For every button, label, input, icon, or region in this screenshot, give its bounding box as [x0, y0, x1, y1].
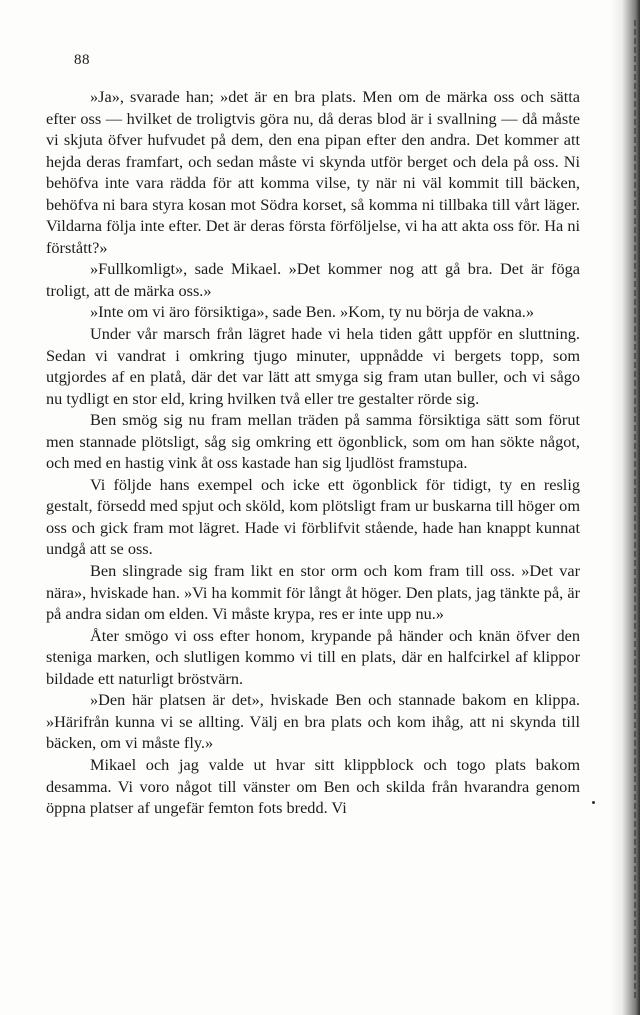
page-number: 88 — [74, 52, 90, 68]
paragraph-6: Vi följde hans exempel och icke ett ögonblick för tidigt, ty en reslig gestalt, försedd med spjut och sköld, kom plötsligt fram ur buskarna till höger om oss och gick fram mot lägret. Hade vi förblifvit stående, hade han knappt kunnat undgå att se oss. — [46, 474, 580, 559]
paragraph-7: Ben slingrade sig fram likt en stor orm och kom fram till oss. »Det var nära», hviskade han. »Vi ha kommit för långt åt höger. Den plats, jag tänkte på, är på andra sidan om elden. Vi måste krypa, res er inte upp nu.» — [46, 561, 580, 624]
paragraph-10: Mikael och jag valde ut hvar sitt klippblock och togo plats bakom desamma. Vi voro något till vänster om Ben och skilda från hvarandra genom öppna platser af ungefär femton fots bredd. Vi — [46, 754, 580, 818]
paragraph-9: »Den här platsen är det», hviskade Ben och stannade bakom en klippa. »Härifrån kunna vi se allting. Välj en bra plats och kom ihåg, att ni skynda till bäcken, om vi måste fly.» — [46, 690, 580, 753]
paragraph-3: »Inte om vi äro försiktiga», sade Ben. »Kom, ty nu börja de vakna.» — [90, 302, 535, 322]
paragraph-5: Ben smög sig nu fram mellan träden på samma försiktiga sätt som förut men stannade plötsligt, såg sig omkring ett ögonblick, som om han sökte något, och med en hastig vink åt oss kastade han sig ljudlöst framstupa. — [46, 410, 580, 473]
paragraph-1: »Ja», svarade han; »det är en bra plats. Men om de märka oss och sätta efter oss — hvilket de troligtvis göra nu, då deras blod är i svallning — då måste vi skjuta öfver hufvudet på dem, den ena pipan efter den andra. Det kommer att hejda deras framfart, och sedan måste vi skynda utför berget och dela på oss. Ni behöfva inte vara rädda för att komma vilse, ty när ni väl kommit till bäcken, behöfva ni bara styra kosan mot Södra korset, så komma ni tillbaka till vårt läger. Vildarna följa inte efter. Det är deras första förföljelse, vi ha att akta oss för. Ha ni förstått?» — [46, 87, 580, 257]
paragraph-2: »Fullkomligt», sade Mikael. »Det kommer nog att gå bra. Det är föga troligt, att de märka oss.» — [46, 259, 580, 300]
body-text — [46, 86, 580, 819]
paragraph-4: Under vår marsch från lägret hade vi hela tiden gått uppför en sluttning. Sedan vi vandrat i omkring tjugo minuter, uppnådde vi bergets topp, som utgjordes af en platå, där det var lätt att smyga sig fram utan buller, och vi sågo nu tydligt en stor eld, kring hvilken två eller tre gestalter rörde sig. — [46, 324, 580, 408]
scan-edge-line — [634, 20, 636, 1000]
paragraph-8: Åter smögo vi oss efter honom, krypande på händer och knän öfver den steniga marken, och slutligen kommo vi till en plats, där en halfcirkel af klippor bildade ett naturligt bröstvärn. — [46, 625, 580, 688]
stray-ink-dot — [592, 801, 595, 804]
